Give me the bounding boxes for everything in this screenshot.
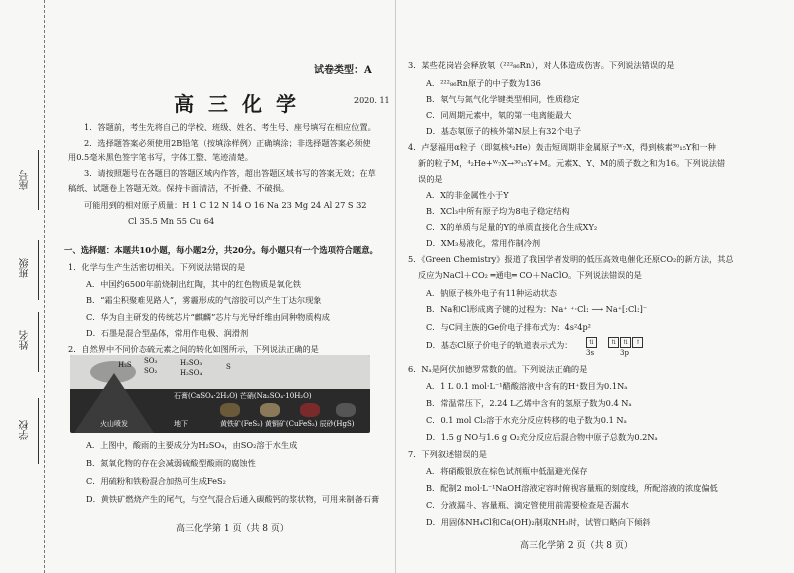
binding-seat-underline — [38, 150, 39, 210]
q1-stem: 1．化学与生产生活密切相关。下列说法错误的是 — [68, 262, 246, 272]
q4-stem: 4．卢瑟福用α粒子（即氦核⁴₂He）轰击短周期非金属原子ᵂ₇X，得到核素³⁰₁₅Y和一种 — [408, 142, 716, 152]
binding-class-underline — [38, 240, 39, 300]
page-title: 高三化学 — [174, 92, 310, 116]
q7-option-b: B．配制2 mol·L⁻¹NaOH溶液定容时俯视容量瓶的刻度线，所配溶液的浓度偏低 — [426, 483, 718, 493]
orbital-3p-box-2: ⇅ — [620, 337, 631, 348]
binding-school-label: 学校 — [20, 420, 31, 440]
footer-left: 高三化学第 1 页（共 8 页） — [176, 524, 289, 534]
q6-stem: 6．Nₐ是阿伏加德罗常数的值。下列说法正确的是 — [408, 364, 588, 374]
column-divider — [395, 0, 396, 573]
orbital-3p-label: 3p — [620, 349, 629, 357]
q6-option-d: D．1.5 g NO与1.6 g O₂充分反应后混合物中原子总数为0.2Nₐ — [426, 432, 658, 442]
q5-option-a: A．钠原子核外电子有11种运动状态 — [426, 288, 557, 298]
q6-option-a: A．1 L 0.1 mol·L⁻¹醋酸溶液中含有的H⁺数目为0.1Nₐ — [426, 381, 628, 391]
binding-name-underline — [38, 312, 39, 372]
q1-option-a: A．中国约6500年前烧制出红陶，其中的红色物质是氧化铁 — [86, 279, 302, 289]
orbital-3p-box-3: ↑ — [632, 337, 643, 348]
section-1-heading: 一、选择题：本题共10小题，每小题2分，共20分。每小题只有一个选项符合题意。 — [64, 245, 378, 255]
q2-option-c: C．用硫粉和铁粉混合加热可生成FeS₂ — [86, 476, 226, 486]
binding-name-label: 姓名 — [20, 330, 31, 350]
figure-h2so4: H₂SO₄ — [180, 369, 203, 377]
q4-option-c: C．X的单质与足量的Y的单质直接化合生成XY₂ — [426, 222, 598, 232]
figure-so3: SO₃ — [144, 357, 158, 365]
q5-option-d: D．基态Cl原子价电子的轨道表示式为： — [426, 340, 573, 350]
figure-so2: SO₂ — [144, 367, 158, 375]
q5-option-c: C．与C同主族的Ge价电子排布式为：4s²4p² — [426, 322, 591, 332]
binding-margin — [0, 0, 60, 573]
q7-option-c: C．分液漏斗、容量瓶、滴定管使用前需要检查是否漏水 — [426, 500, 629, 510]
figure-h2so3: H₂SO₃ — [180, 359, 203, 367]
q1-option-d: D．石墨是混合型晶体，常用作电极、润滑剂 — [86, 328, 249, 338]
q7-stem: 7．下列叙述错误的是 — [408, 449, 487, 459]
figure-volcano-label: 火山喷发 — [100, 420, 128, 428]
footer-right: 高三化学第 2 页（共 8 页） — [520, 541, 633, 551]
q4-option-a: A．X的非金属性小于Y — [426, 190, 509, 200]
instruction-2: 2．选择题答案必须使用2B铅笔（按填涂样例）正确填涂；非选择题答案必须使 — [84, 138, 371, 148]
q3-option-c: C．同周期元素中，氡的第一电离能最大 — [426, 110, 572, 120]
instruction-3b: 稿纸、试题卷上答题无效。保持卡面清洁，不折叠、不破损。 — [68, 183, 290, 193]
binding-seat-label: 座号 — [20, 170, 31, 190]
q5-option-b: B．Na和Cl形成离子键的过程为：Na⁺ ⁺·Cl: ⟶ Na⁺[:Cl:]⁻ — [426, 304, 648, 314]
q2-option-d: D．黄铁矿燃烧产生的尾气，与空气混合后通入碳酸钙的浆状物，可用来制备石膏 — [86, 494, 380, 504]
figure-minerals-2: 黄铁矿(FeS₂) 黄铜矿(CuFeS₂) 辰砂(HgS) — [220, 420, 355, 428]
q3-option-d: D．基态氡原子的核外第N层上有32个电子 — [426, 126, 582, 136]
q4-line-3: 误的是 — [418, 174, 443, 184]
q5-line-2: 反应为NaCl＋CO₂ ═通电═ CO＋NaClO。下列说法错误的是 — [418, 270, 642, 280]
q2-option-a: A．上图中，酸雨的主要成分为H₂SO₄，由SO₂溶于水生成 — [86, 440, 298, 450]
instruction-1: 1．答题前，考生先将自己的学校、班级、姓名、考生号、座号填写在相应位置。 — [84, 122, 376, 132]
atomic-mass-line-2: Cl 35.5 Mn 55 Cu 64 — [128, 216, 215, 226]
q6-option-b: B．常温常压下，2.24 L乙烯中含有的氢原子数为0.4 Nₐ — [426, 398, 632, 408]
orbital-3s-label: 3s — [586, 349, 595, 357]
instruction-2b: 用0.5毫米黑色签字笔书写，字体工整、笔迹清楚。 — [68, 152, 253, 162]
q5-stem: 5．《Green Chemistry》报道了我国学者发明的低压高效电催化还原CO₂的新方法，其总 — [408, 254, 734, 264]
orbital-diagram — [586, 336, 644, 348]
figure-underground-label: 地下 — [174, 420, 188, 428]
q1-option-b: B．“霜尘积聚难见路人”，雾霾形成的气溶胶可以产生丁达尔现象 — [86, 295, 322, 305]
left-column-lower — [64, 0, 394, 573]
q7-option-a: A．将硝酸银放在棕色试剂瓶中低温避光保存 — [426, 466, 588, 476]
q4-line-2: 新的粒子M，⁴₂He+ᵂ₇X→³⁰₁₅Y+M。元素X、Y、M的质子数之和为16。下列说法错 — [418, 158, 726, 168]
exam-type: 试卷类型：A — [314, 65, 372, 76]
orbital-3p-box-1: ⇅ — [608, 337, 619, 348]
q4-option-b: B．XCl₃中所有原子均为8电子稳定结构 — [426, 206, 570, 216]
atomic-mass-line-1: 可能用到的相对原子质量：H 1 C 12 N 14 O 16 Na 23 Mg 24 Al 27 S 32 — [84, 200, 367, 210]
binding-school-underline — [38, 398, 39, 464]
right-column — [400, 0, 790, 573]
figure-h2s: H₂S — [118, 361, 132, 369]
binding-class-label: 班级 — [20, 258, 31, 278]
figure-s: S — [226, 363, 231, 371]
q3-option-b: B．氡气与氮气化学键类型相同，性质稳定 — [426, 94, 580, 104]
q1-option-c: C．华为自主研发的传统芯片“麒麟”芯片与光导纤维由同种物质构成 — [86, 312, 330, 322]
figure-minerals-1: 石膏(CaSO₄·2H₂O) 芒硝(Na₂SO₄·10H₂O) — [174, 392, 312, 400]
q3-option-a: A．²²²₈₆Rn原子的中子数为136 — [426, 78, 541, 88]
q2-stem: 2．自然界中不同价态硫元素之间的转化如图所示，下列说法正确的是 — [68, 344, 319, 354]
binding-dashed-line — [44, 0, 45, 573]
orbital-3s-box: ⇅ — [586, 337, 597, 348]
q6-option-c: C．0.1 mol Cl₂溶于水充分反应转移的电子数为0.1 Nₐ — [426, 415, 627, 425]
exam-date: 2020. 11 — [354, 96, 390, 105]
q4-option-d: D．XM₃易液化，常用作制冷剂 — [426, 238, 541, 248]
q3-stem: 3．某些花岗岩会释放氡（²²²₈₆Rn），对人体造成伤害。下列说法错误的是 — [408, 60, 675, 70]
q7-option-d: D．用固体NH₄Cl和Ca(OH)₂制取NH₃时，试管口略向下倾斜 — [426, 517, 651, 527]
q2-option-b: B．氮氧化物的存在会减弱硫酸型酸雨的腐蚀性 — [86, 458, 256, 468]
instruction-3: 3．请按照题号在各题目的答题区域内作答，超出答题区域书写的答案无效；在草 — [84, 168, 376, 178]
